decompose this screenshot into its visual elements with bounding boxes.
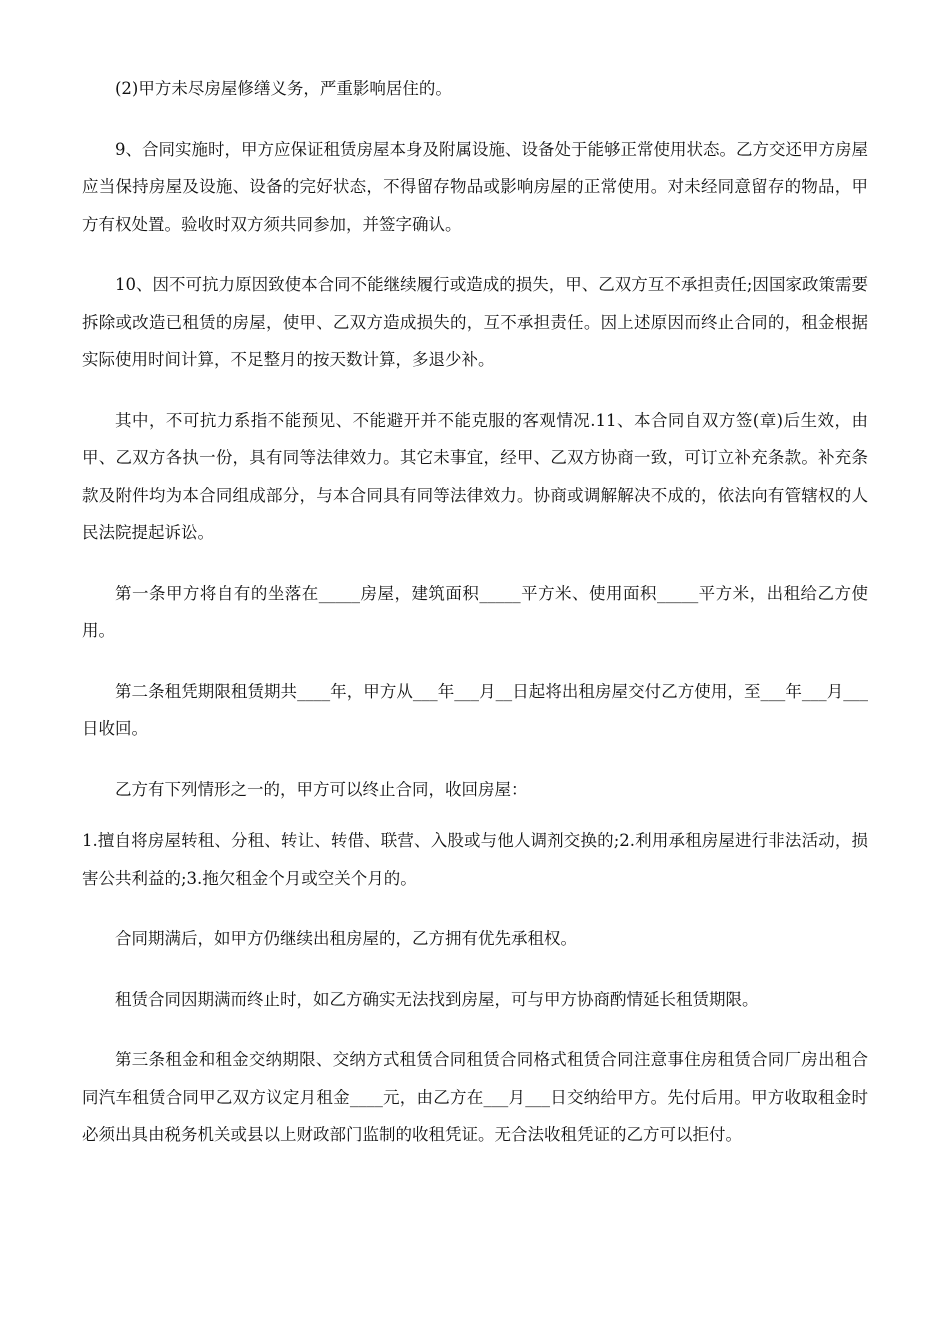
paragraph-article-2: 第二条租凭期限租赁期共____年，甲方从___年___月__日起将出租房屋交付乙方使用，至___年___月___日收回。: [82, 681, 868, 738]
paragraph-clause-9: 9、合同实施时，甲方应保证租赁房屋本身及附属设施、设备处于能够正常使用状态。乙方交还甲方房屋应当保持房屋及设施、设备的完好状态，不得留存物品或影响房屋的正常使用。对未经同意留存的物品，甲方有权处置。验收时双方须共同参加，并签字确认。: [82, 139, 868, 234]
paragraph-repair-duty: (2)甲方未尽房屋修缮义务，严重影响居住的。: [115, 79, 452, 98]
paragraph-renewal-priority: 合同期满后，如甲方仍继续出租房屋的，乙方拥有优先承租权。: [115, 929, 577, 948]
document-page: [82, 70, 868, 1177]
paragraph-termination-intro: 乙方有下列情形之一的，甲方可以终止合同，收回房屋：: [115, 779, 528, 799]
paragraph-article-1: 第一条甲方将自有的坐落在_____房屋，建筑面积_____平方米、使用面积_____平方米，出租给乙方使用。: [82, 583, 868, 640]
paragraph-force-majeure-clause-11: 其中，不可抗力系指不能预见、不能避开并不能克服的客观情况.11、本合同自双方签(章)后生效，由甲、乙双方各执一份，具有同等法律效力。其它未事宜，经甲、乙双方协商一致，可订立补充条款。补充条款及附件均为本合同组成部分，与本合同具有同等法律效力。协商或调解解决不成的，依法向有管辖权的人民法院提起诉讼。: [82, 410, 868, 542]
paragraph-clause-10: 10、因不可抗力原因致使本合同不能继续履行或造成的损失，甲、乙双方互不承担责任;因国家政策需要拆除或改造已租赁的房屋，使甲、乙双方造成损失的，互不承担责任。因上述原因而终止合同的，租金根据实际使用时间计算，不足整月的按天数计算，多退少补。: [82, 275, 868, 369]
paragraph-termination-list: 1.擅自将房屋转租、分租、转让、转借、联营、入股或与他人调剂交换的;2.利用承租房屋进行非法活动，损害公共利益的;3.拖欠租金个月或空关个月的。: [82, 831, 868, 888]
paragraph-article-3: 第三条租金和租金交纳期限、交纳方式租赁合同租赁合同格式租赁合同注意事住房租赁合同厂房出租合同汽车租赁合同甲乙双方议定月租金____元，由乙方在___月___日交纳给甲方。先付后用。甲方收取租金时必须出具由税务机关或县以上财政部门监制的收租凭证。无合法收租凭证的乙方可以拒付。: [82, 1050, 868, 1144]
paragraph-extension: 租赁合同因期满而终止时，如乙方确实无法找到房屋，可与甲方协商酌情延长租赁期限。: [115, 989, 759, 1009]
